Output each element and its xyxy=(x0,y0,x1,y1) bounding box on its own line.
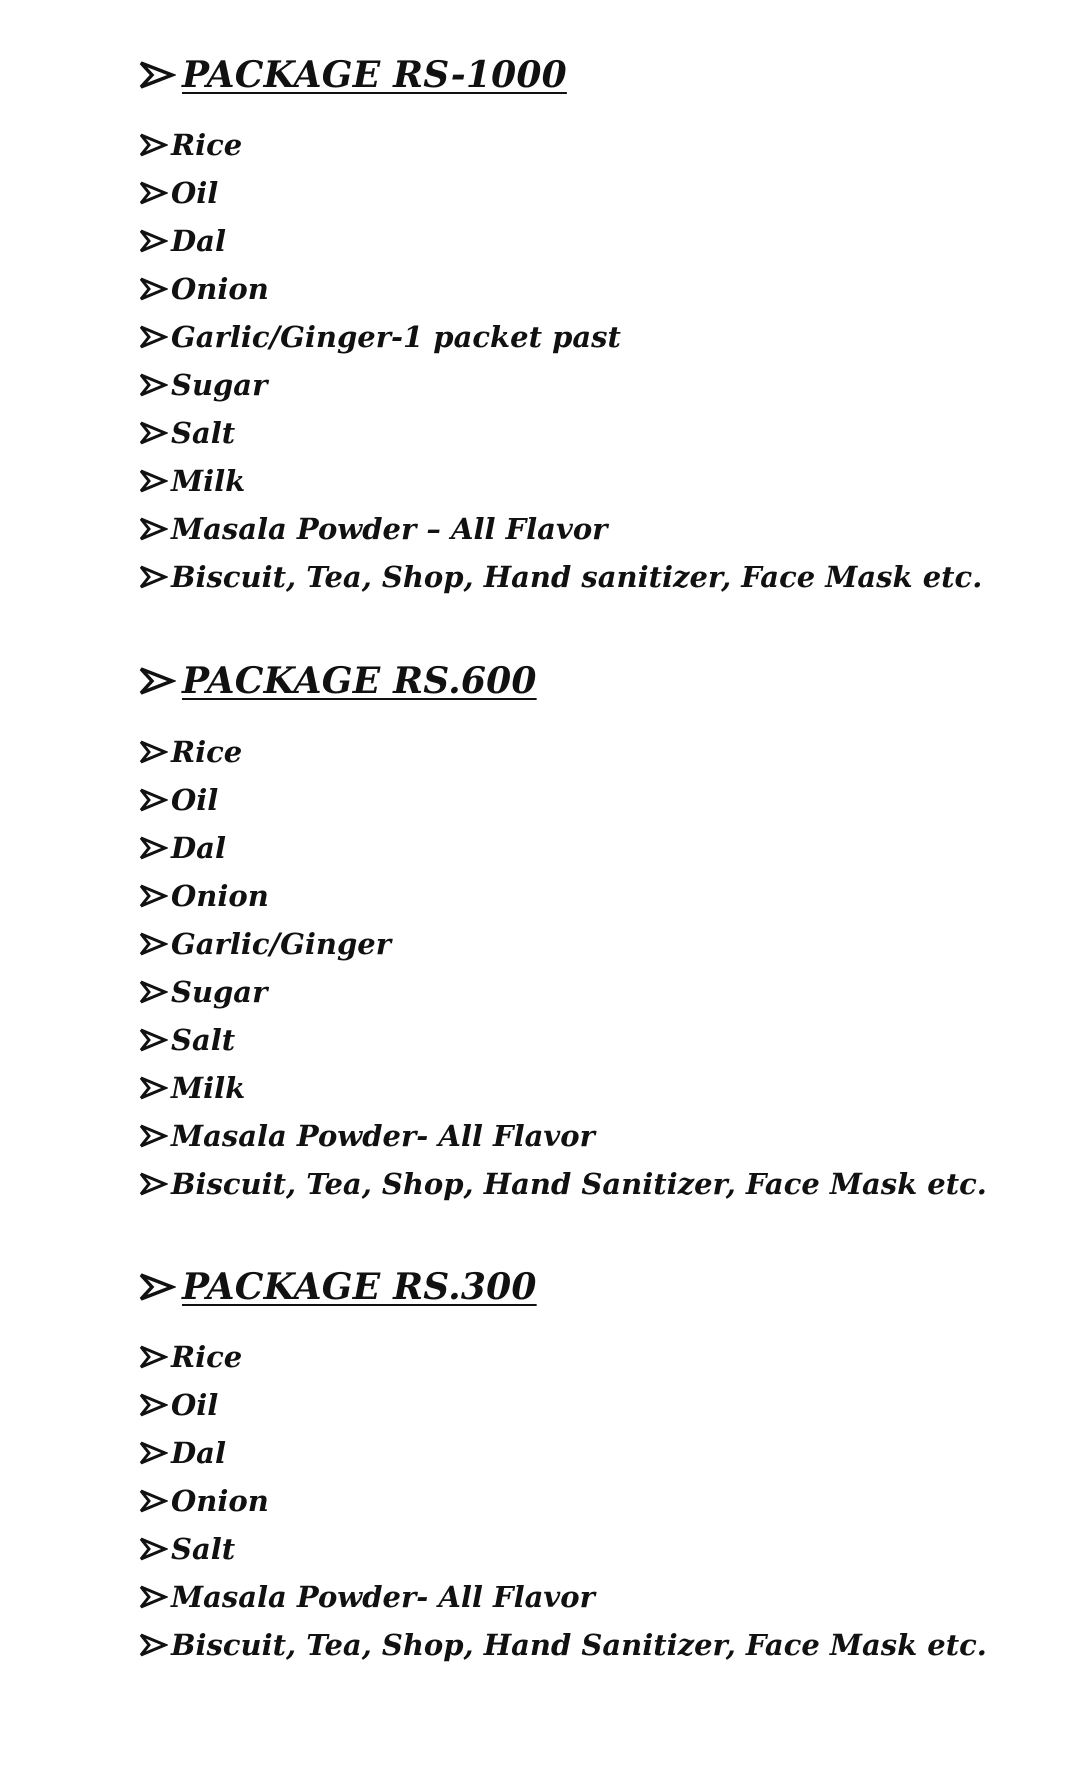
list-item xyxy=(138,121,982,169)
arrowhead-bullet-icon xyxy=(138,324,168,350)
list-item xyxy=(138,1621,987,1669)
package-heading xyxy=(138,50,1018,100)
arrowhead-bullet-icon xyxy=(138,739,168,765)
list-item xyxy=(138,361,982,409)
arrowhead-bullet-icon xyxy=(138,883,168,909)
package-heading xyxy=(138,656,1018,706)
list-item-text: Salt xyxy=(171,1532,236,1566)
package-item-list xyxy=(138,1333,987,1669)
list-item xyxy=(138,1112,987,1160)
list-item xyxy=(138,728,987,776)
arrowhead-bullet-icon xyxy=(138,420,168,446)
list-item-text: Masala Powder – All Flavor xyxy=(171,512,608,546)
list-item-text: Onion xyxy=(171,879,269,913)
list-item xyxy=(138,1477,987,1525)
list-item-text: Garlic/Ginger xyxy=(171,927,391,961)
list-item xyxy=(138,265,982,313)
list-item xyxy=(138,553,982,601)
list-item-text: Dal xyxy=(171,831,226,865)
list-item-text: Masala Powder- All Flavor xyxy=(171,1119,595,1153)
package-title: PACKAGE RS.300 xyxy=(182,1266,537,1308)
list-item-text: Oil xyxy=(171,783,219,817)
arrowhead-bullet-icon xyxy=(138,372,168,398)
list-item-text: Garlic/Ginger-1 packet past xyxy=(171,320,621,354)
list-item xyxy=(138,968,987,1016)
list-item-text: Rice xyxy=(171,1340,243,1374)
arrowhead-bullet-icon xyxy=(138,1123,168,1149)
list-item xyxy=(138,457,982,505)
arrowhead-bullet-icon xyxy=(138,564,168,590)
list-item-text: Biscuit, Tea, Shop, Hand Sanitizer, Face Mask etc. xyxy=(171,1628,987,1662)
package-section-300 xyxy=(138,1262,1018,1662)
arrowhead-bullet-icon xyxy=(138,1027,168,1053)
arrowhead-bullet-icon xyxy=(138,1632,168,1658)
package-item-list xyxy=(138,121,982,601)
list-item-text: Dal xyxy=(171,224,226,258)
list-item xyxy=(138,1573,987,1621)
list-item xyxy=(138,824,987,872)
arrowhead-bullet-icon xyxy=(138,665,176,697)
list-item-text: Masala Powder- All Flavor xyxy=(171,1580,595,1614)
list-item xyxy=(138,505,982,553)
list-item xyxy=(138,409,982,457)
list-item-text: Biscuit, Tea, Shop, Hand sanitizer, Face Mask etc. xyxy=(171,560,983,594)
list-item xyxy=(138,920,987,968)
list-item-text: Milk xyxy=(171,464,246,498)
package-title: PACKAGE RS.600 xyxy=(182,660,537,702)
list-item-text: Oil xyxy=(171,176,219,210)
list-item-text: Salt xyxy=(171,416,236,450)
list-item xyxy=(138,1429,987,1477)
list-item-text: Oil xyxy=(171,1388,219,1422)
arrowhead-bullet-icon xyxy=(138,979,168,1005)
package-item-list xyxy=(138,728,987,1208)
list-item-text: Dal xyxy=(171,1436,226,1470)
list-item-text: Rice xyxy=(171,735,243,769)
arrowhead-bullet-icon xyxy=(138,180,168,206)
list-item-text: Milk xyxy=(171,1071,246,1105)
arrowhead-bullet-icon xyxy=(138,132,168,158)
list-item xyxy=(138,1381,987,1429)
list-item-text: Sugar xyxy=(171,368,268,402)
list-item xyxy=(138,1525,987,1573)
arrowhead-bullet-icon xyxy=(138,59,176,91)
arrowhead-bullet-icon xyxy=(138,1440,168,1466)
list-item xyxy=(138,872,987,920)
list-item xyxy=(138,217,982,265)
list-item xyxy=(138,776,987,824)
arrowhead-bullet-icon xyxy=(138,468,168,494)
package-heading xyxy=(138,1262,1018,1312)
list-item-text: Onion xyxy=(171,272,269,306)
arrowhead-bullet-icon xyxy=(138,1536,168,1562)
list-item-text: Sugar xyxy=(171,975,268,1009)
list-item xyxy=(138,1064,987,1112)
package-section-1000 xyxy=(138,50,1018,594)
arrowhead-bullet-icon xyxy=(138,787,168,813)
list-item xyxy=(138,1016,987,1064)
list-item xyxy=(138,313,982,361)
arrowhead-bullet-icon xyxy=(138,516,168,542)
list-item-text: Biscuit, Tea, Shop, Hand Sanitizer, Face Mask etc. xyxy=(171,1167,987,1201)
arrowhead-bullet-icon xyxy=(138,1344,168,1370)
arrowhead-bullet-icon xyxy=(138,276,168,302)
arrowhead-bullet-icon xyxy=(138,228,168,254)
package-section-600 xyxy=(138,656,1018,1201)
arrowhead-bullet-icon xyxy=(138,835,168,861)
list-item-text: Rice xyxy=(171,128,243,162)
package-title: PACKAGE RS-1000 xyxy=(182,54,567,96)
arrowhead-bullet-icon xyxy=(138,1075,168,1101)
arrowhead-bullet-icon xyxy=(138,931,168,957)
list-item xyxy=(138,1333,987,1381)
arrowhead-bullet-icon xyxy=(138,1584,168,1610)
list-item xyxy=(138,169,982,217)
list-item-text: Onion xyxy=(171,1484,269,1518)
list-item xyxy=(138,1160,987,1208)
arrowhead-bullet-icon xyxy=(138,1392,168,1418)
arrowhead-bullet-icon xyxy=(138,1171,168,1197)
arrowhead-bullet-icon xyxy=(138,1271,176,1303)
arrowhead-bullet-icon xyxy=(138,1488,168,1514)
list-item-text: Salt xyxy=(171,1023,236,1057)
